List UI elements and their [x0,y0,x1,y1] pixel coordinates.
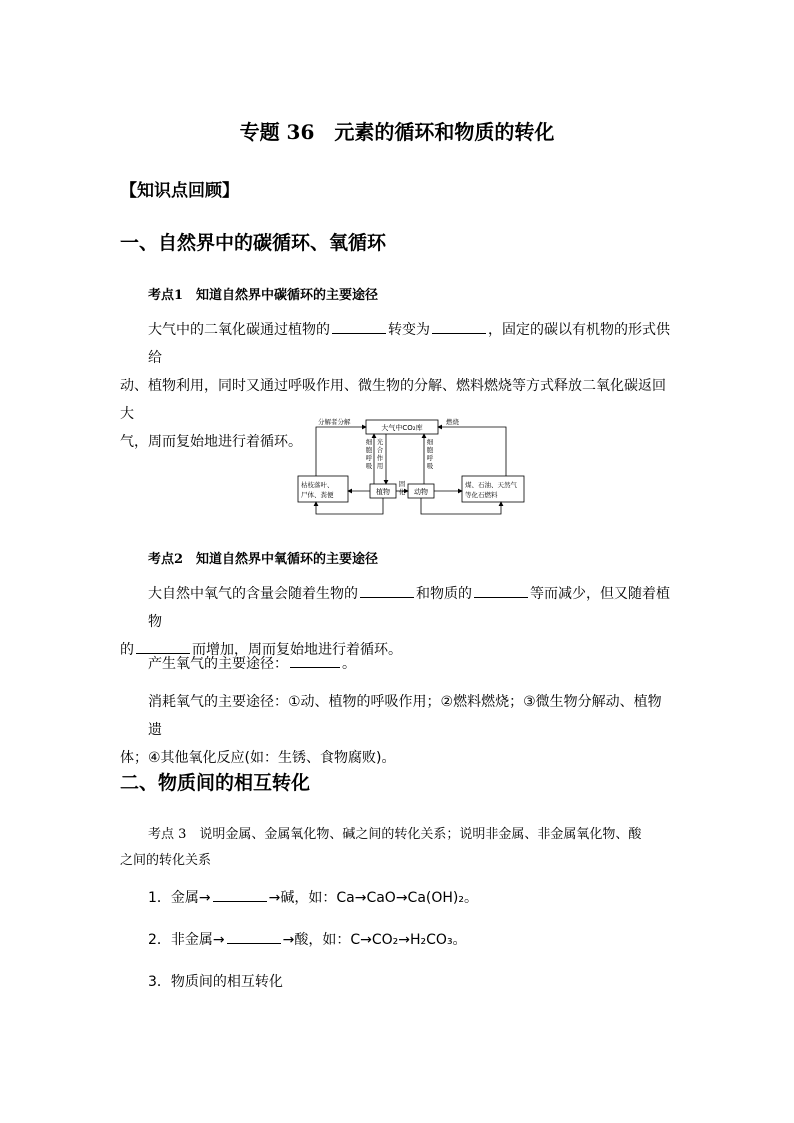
decomposer-label: 分解者分解 [318,418,351,426]
fossil-label-2: 等化石燃料 [465,491,498,499]
section1-heading: 一、自然界中的碳循环、氧循环 [120,232,387,254]
conversion-item-2: 2．非金属→ →酸，如：C→CO₂→H₂CO₃。 [148,926,703,954]
fossil-label-1: 煤、石油、天然气 [465,481,517,489]
svg-text:胞: 胞 [365,446,373,454]
svg-text:呼: 呼 [365,454,373,462]
blank-oxygen-source [290,653,340,668]
svg-text:细: 细 [365,438,373,446]
svg-text:吸: 吸 [426,462,434,470]
review-heading: 【知识点回顾】 [120,181,239,201]
animal-label: 动物 [414,488,428,496]
oxygen-cycle-paragraph: 大自然中氧气的含量会随着生物的 和物质的 等而减少，但又随着植物 的 而增加，周而复始地进行着循环。 [120,580,675,664]
svg-text:吸: 吸 [365,462,373,470]
combustion-label: 燃烧 [446,418,459,426]
kaodian2-heading: 考点2 知道自然界中氧循环的主要途径 [148,552,379,567]
svg-text:呼: 呼 [426,454,434,462]
oxygen-source-paragraph: 产生氧气的主要途径： 。 [148,650,703,678]
svg-text:合: 合 [376,446,384,454]
blank-organic-matter [432,319,486,334]
remains-label-1: 枯枝落叶、 [301,481,334,489]
svg-text:细: 细 [426,438,434,446]
page-title: 专题 36 元素的循环和物质的转化 [239,120,555,144]
carbon-cycle-diagram [296,414,528,520]
kaodian1-heading: 考点1 知道自然界中碳循环的主要途径 [148,288,379,303]
conversion-item-3: 3．物质间的相互转化 [148,974,283,990]
svg-text:光: 光 [376,438,384,446]
svg-text:作: 作 [376,454,384,462]
blank-metal-oxide [213,887,267,902]
blank-combustion [474,583,528,598]
svg-text:固: 固 [398,480,406,488]
plant-label: 植物 [376,488,390,496]
oxygen-consumption-paragraph: 消耗氧气的主要途径：①动、植物的呼吸作用；②燃料燃烧；③微生物分解动、植物遗 体；④其他氧化反应(如：生锈、食物腐败)。 [120,694,662,766]
svg-text:化: 化 [398,488,406,496]
conversion-item-1: 1．金属→ →碱，如：Ca→CaO→Ca(OH)₂。 [148,884,703,912]
kaodian3-block: 考点 3 说明金属、金属氧化物、碱之间的转化关系；说明非金属、非金属氧化物、酸 之间的转化关系 [120,827,642,868]
section2-heading: 二、物质间的相互转化 [120,772,311,794]
carbon-cycle-paragraph: 大气中的二氧化碳通过植物的 转变为 ，固定的碳以有机物的形式供给 动、植物利用，同时又通过呼吸作用、微生物的分解、燃料燃烧等方式释放二氧化碳返回大 气，周而复始地进行着循环。 [120,316,675,456]
blank-respiration [360,583,414,598]
blank-nonmetal-oxide [227,929,281,944]
remains-label-2: 尸体、粪便 [301,491,334,499]
blank-photosynthesis [332,319,386,334]
svg-text:胞: 胞 [426,446,434,454]
svg-text:用: 用 [376,462,384,470]
atmosphere-label: 大气中CO₂库 [381,424,423,432]
